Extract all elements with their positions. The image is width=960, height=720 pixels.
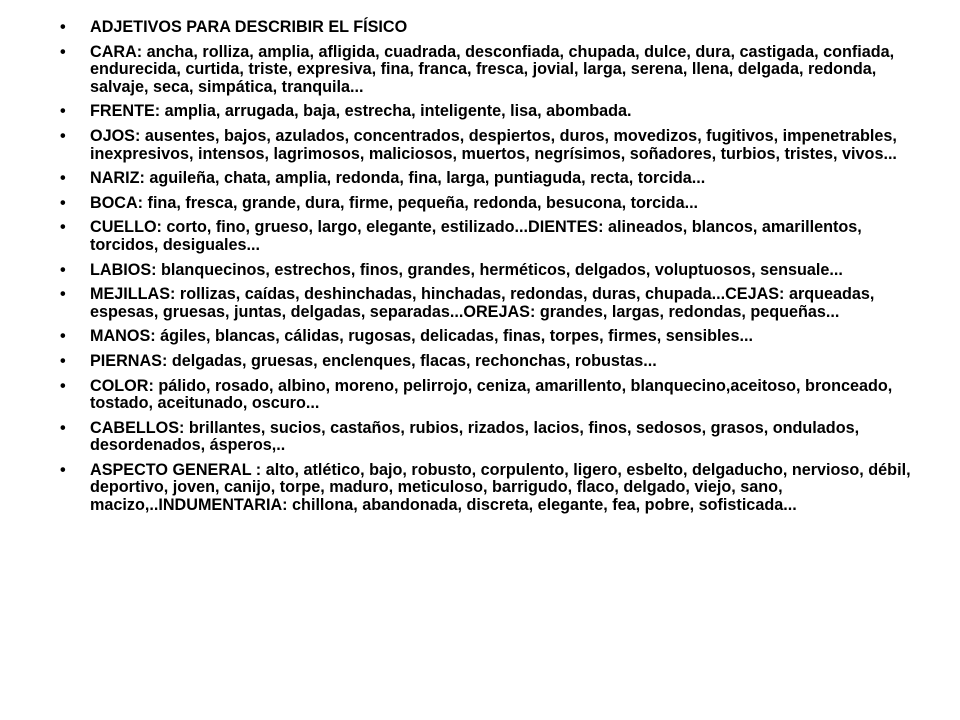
list-item-boca: • BOCA: fina, fresca, grande, dura, firme, pequeña, redonda, besucona, torcida... <box>60 195 920 213</box>
list-item-color: • COLOR: pálido, rosado, albino, moreno, pelirrojo, ceniza, amarillento, blanquecino,aceitoso, bronceado, tostado, aceitunado, oscuro... <box>60 378 920 413</box>
list-item-frente: • FRENTE: amplia, arrugada, baja, estrecha, inteligente, lisa, abombada. <box>60 103 920 121</box>
list-item-piernas: • PIERNAS: delgadas, gruesas, enclenques, flacas, rechonchas, robustas... <box>60 353 920 371</box>
list-item-manos: • MANOS: ágiles, blancas, cálidas, rugosas, delicadas, finas, torpes, firmes, sensibles... <box>60 328 920 346</box>
list-item-ojos: • OJOS: ausentes, bajos, azulados, concentrados, despiertos, duros, movedizos, fugitivos, impenetrables, inexpresivos, intensos, lagrimosos, maliciosos, muertos, negrísimos, soñadores, turbios, tristes, vivos... <box>60 128 920 163</box>
list-item-cara: • CARA: ancha, rolliza, amplia, afligida, cuadrada, desconfiada, chupada, dulce, dura, castigada, confiada, endurecida, curtida, triste, expresiva, fina, franca, fresca, jovial, larga, serena, llena, delgada, redonda, salvaje, seca, simpática, tranquila... <box>60 44 920 97</box>
list-item-heading: • ADJETIVOS PARA DESCRIBIR EL FÍSICO <box>60 19 920 37</box>
list-item-mejillas: • MEJILLAS: rollizas, caídas, deshinchadas, hinchadas, redondas, duras, chupada...CEJAS: arqueadas, espesas, gruesas, juntas, delgadas, separadas...OREJAS: grandes, largas, redondas, pequeñas... <box>60 286 920 321</box>
list-item-cabellos: • CABELLOS: brillantes, sucios, castaños, rubios, rizados, lacios, finos, sedosos, grasos, ondulados, desordenados, ásperos,.. <box>60 420 920 455</box>
bullet-list <box>60 19 920 522</box>
list-item-cuello: • CUELLO: corto, fino, grueso, largo, elegante, estilizado...DIENTES: alineados, blancos, amarillentos, torcidos, desiguales... <box>60 219 920 254</box>
list-item-nariz: • NARIZ: aguileña, chata, amplia, redonda, fina, larga, puntiaguda, recta, torcida... <box>60 170 920 188</box>
list-item-aspecto-general: • ASPECTO GENERAL : alto, atlético, bajo, robusto, corpulento, ligero, esbelto, delgaducho, nervioso, débil, deportivo, joven, canijo, torpe, maduro, meticuloso, barrigudo, flaco, delgado, viejo, sano, macizo,..INDUMENTARIA: chillona, abandonada, discreta, elegante, fea, pobre, sofisticada... <box>60 462 920 515</box>
list-item-labios: • LABIOS: blanquecinos, estrechos, finos, grandes, herméticos, delgados, voluptuosos, sensuale... <box>60 262 920 280</box>
